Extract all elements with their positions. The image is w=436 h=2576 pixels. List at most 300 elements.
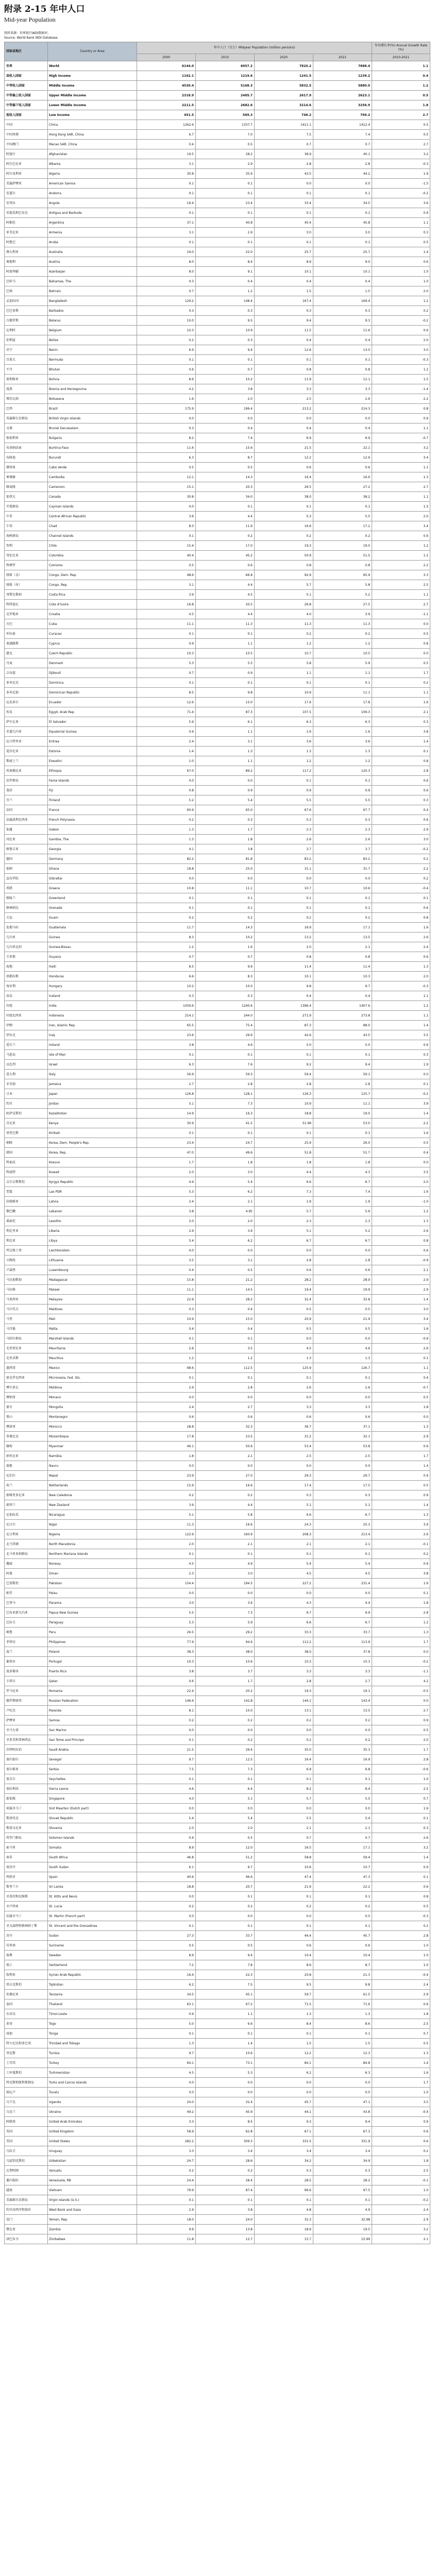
- pop-2021: 0.1: [313, 1050, 372, 1060]
- table-row: [5, 1706, 430, 1716]
- growth-rate: -0.6: [372, 1765, 430, 1774]
- pop-2000: 0.2: [137, 1716, 196, 1725]
- pop-2020: 11.5: [255, 326, 313, 335]
- pop-2021: 0.1: [313, 502, 372, 512]
- pop-2010: 35.9: [196, 169, 255, 179]
- growth-rate: 0.8: [372, 1892, 430, 1902]
- growth-rate: 2.0: [372, 512, 430, 521]
- growth-rate: -0.9: [372, 1334, 430, 1344]
- growth-rate: 2.8: [372, 766, 430, 776]
- growth-rate: 1.6: [372, 2068, 430, 2078]
- pop-2020: 1.2: [255, 756, 313, 766]
- source-note-en: Source: World Bank WDI Database.: [4, 36, 59, 40]
- growth-rate: 1.2: [372, 1207, 430, 1216]
- country-name-cn: 南苏丹: [5, 1862, 48, 1872]
- country-name-en: St. Martin (French part): [48, 1911, 137, 1921]
- country-name-cn: 利比亚: [5, 1236, 48, 1246]
- table-row: [5, 1892, 430, 1902]
- pop-2021: 71.6: [313, 1999, 372, 2009]
- growth-rate: 1.8: [372, 1402, 430, 1412]
- growth-rate: 0.5: [372, 1138, 430, 1148]
- pop-2020: 0.0: [255, 1911, 313, 1921]
- country-name-en: Nauru: [48, 1461, 137, 1471]
- pop-2010: 3.8: [196, 384, 255, 394]
- pop-2020: 44.4: [255, 1931, 313, 1941]
- pop-2010: 40.8: [196, 218, 255, 228]
- growth-rate: 0.1: [372, 747, 430, 756]
- country-name-en: Virgin Islands (U.S.): [48, 2195, 137, 2205]
- table-row: [5, 1471, 430, 1481]
- pop-2021: 331.9: [313, 2137, 372, 2146]
- pop-2000: 18.0: [137, 2215, 196, 2225]
- pop-2021: 2623.1: [313, 91, 372, 100]
- country-name-cn: 苏丹: [5, 1931, 48, 1941]
- pop-2020: 0.2: [255, 531, 313, 541]
- country-name-cn: 乌克兰: [5, 2107, 48, 2117]
- pop-2000: 71.4: [137, 707, 196, 717]
- pop-2010: 3.6: [196, 1598, 255, 1608]
- pop-2020: 10.1: [255, 972, 313, 981]
- pop-2020: 19.3: [255, 541, 313, 551]
- country-name-cn: 巴林: [5, 286, 48, 296]
- country-name-en: Antigua and Barbuda: [48, 208, 137, 218]
- country-name-en: Iceland: [48, 991, 137, 1001]
- pop-2000: 0.4: [137, 140, 196, 149]
- growth-rate: 1.5: [372, 502, 430, 512]
- country-name-cn: 海地: [5, 962, 48, 972]
- table-row: [5, 561, 430, 570]
- pop-2000: 5.3: [137, 1618, 196, 1628]
- country-name-en: Jordan: [48, 1099, 137, 1109]
- growth-rate: 1.0: [372, 2088, 430, 2097]
- growth-rate: 1.2: [372, 1001, 430, 1011]
- country-name-cn: 直布罗陀: [5, 874, 48, 884]
- pop-2010: 25.0: [196, 864, 255, 874]
- growth-rate: 1.1: [372, 590, 430, 600]
- table-row: [5, 903, 430, 913]
- pop-2020: 0.0: [255, 1588, 313, 1598]
- country-name-en: Cuba: [48, 619, 137, 629]
- pop-2020: 3.0: [255, 228, 313, 238]
- growth-rate: 0.1: [372, 1079, 430, 1089]
- pop-2000: 0.1: [137, 1774, 196, 1784]
- pop-2000: 0.7: [137, 286, 196, 296]
- country-name-en: Cambodia: [48, 472, 137, 482]
- country-name-en: Armenia: [48, 228, 137, 238]
- pop-2000: 60.9: [137, 805, 196, 815]
- pop-2000: 8.6: [137, 375, 196, 384]
- pop-2020: 10.6: [255, 1862, 313, 1872]
- country-name-cn: 白俄罗斯: [5, 316, 48, 326]
- country-name-cn: 中等收入国家: [5, 81, 48, 91]
- table-row: [5, 1285, 430, 1295]
- pop-2021: 0.2: [313, 531, 372, 541]
- country-name-en: Liberia: [48, 1226, 137, 1236]
- table-row: [5, 179, 430, 189]
- pop-2021: 0.7: [313, 140, 372, 149]
- pop-2020: 0.4: [255, 991, 313, 1001]
- pop-2000: 8.0: [137, 267, 196, 277]
- pop-2021: 33.7: [313, 1628, 372, 1637]
- table-row: [5, 1814, 430, 1823]
- pop-2021: 0.0: [313, 1334, 372, 1344]
- pop-2000: 0.1: [137, 2195, 196, 2205]
- pop-2000: 67.0: [137, 766, 196, 776]
- country-name-cn: 厄立特里亚: [5, 737, 48, 747]
- growth-rate: -1.1: [372, 609, 430, 619]
- pop-2020: 0.1: [255, 208, 313, 218]
- pop-2021: 1.5: [313, 2039, 372, 2048]
- table-row: [5, 2039, 430, 2048]
- pop-2000: 1162.1: [137, 71, 196, 81]
- growth-rate: 0.6: [372, 903, 430, 913]
- pop-2010: 8.5: [196, 2117, 255, 2127]
- pop-2010: 29.2: [196, 1628, 255, 1637]
- growth-rate: 0.8: [372, 1236, 430, 1246]
- table-row: [5, 698, 430, 707]
- pop-2000: 6.3: [137, 453, 196, 463]
- country-name-en: Guinea-Bissau: [48, 942, 137, 952]
- pop-2010: 0.4: [196, 1304, 255, 1314]
- pop-2021: 8.7: [313, 1960, 372, 1970]
- pop-2000: 6.7: [137, 130, 196, 140]
- growth-rate: 0.6: [372, 257, 430, 267]
- pop-2021: 1.2: [313, 756, 372, 766]
- pop-2020: 0.1: [255, 238, 313, 247]
- pop-2020: 26.8: [255, 600, 313, 609]
- pop-2021: 6.7: [313, 1510, 372, 1520]
- pop-2020: 6.6: [255, 1618, 313, 1628]
- pop-2021: 0.0: [313, 1461, 372, 1471]
- country-name-en: Palau: [48, 1588, 137, 1598]
- table-row: [5, 913, 430, 923]
- growth-rate: 2.6: [372, 1833, 430, 1843]
- pop-2020: 16.5: [255, 1843, 313, 1853]
- pop-2010: 0.3: [196, 306, 255, 316]
- pop-2021: 113.9: [313, 1637, 372, 1647]
- pop-2021: 0.5: [313, 1304, 372, 1314]
- pop-2010: 4.4: [196, 512, 255, 521]
- country-name-cn: 美国: [5, 2137, 48, 2146]
- country-name-en: Bahrain: [48, 286, 137, 296]
- country-name-cn: 卢森堡: [5, 1265, 48, 1275]
- country-name-en: Madagascar: [48, 1275, 137, 1285]
- header-country-cn: 国家或地区: [5, 42, 48, 61]
- pop-2000: 2.6: [137, 1344, 196, 1353]
- pop-2021: 0.0: [313, 1804, 372, 1814]
- growth-rate: -0.3: [372, 981, 430, 991]
- country-name-en: Zambia: [48, 2225, 137, 2234]
- pop-2020: 59.4: [255, 1070, 313, 1079]
- table-row: [5, 1882, 430, 1892]
- country-name-en: Portugal: [48, 1657, 137, 1667]
- country-name-cn: 以色列: [5, 1060, 48, 1070]
- pop-2000: 1.3: [137, 2039, 196, 2048]
- pop-2021: 0.1: [313, 238, 372, 247]
- country-name-cn: 中国香港: [5, 130, 48, 140]
- pop-2020: 227.2: [255, 1579, 313, 1588]
- pop-2021: 10.7: [313, 1862, 372, 1872]
- country-name-cn: 关岛: [5, 913, 48, 923]
- country-name-cn: 吉尔吉斯斯坦: [5, 1177, 48, 1187]
- country-name-cn: 中国: [5, 120, 48, 130]
- pop-2010: 3.1: [196, 737, 255, 747]
- growth-rate: 0.9: [372, 414, 430, 423]
- country-name-cn: 法罗群岛: [5, 776, 48, 786]
- table-row: [5, 1999, 430, 2009]
- growth-rate: 1.3: [372, 1628, 430, 1637]
- pop-2010: 32.3: [196, 1422, 255, 1432]
- pop-2010: 73.1: [196, 2058, 255, 2068]
- growth-rate: 0.6: [372, 2127, 430, 2137]
- pop-2021: 6.7: [313, 1177, 372, 1187]
- pop-2000: 5.9: [137, 717, 196, 727]
- country-name-cn: 多米尼克: [5, 678, 48, 688]
- pop-2010: 0.0: [196, 1725, 255, 1735]
- table-row: [5, 1520, 430, 1530]
- pop-2021: 0.3: [313, 815, 372, 825]
- pop-2020: 28.5: [255, 2176, 313, 2185]
- country-name-cn: 巴拉圭: [5, 1618, 48, 1628]
- pop-2000: 6.3: [137, 1060, 196, 1070]
- pop-2010: 194.5: [196, 1579, 255, 1588]
- country-name-cn: 瑞典: [5, 1951, 48, 1960]
- pop-2021: 7.4: [313, 1187, 372, 1197]
- pop-2000: 451.5: [137, 110, 196, 120]
- pop-2010: 16.3: [196, 1109, 255, 1118]
- country-name-cn: 比利时: [5, 326, 48, 335]
- pop-2021: 6.7: [313, 1236, 372, 1246]
- pop-2010: 9.8: [196, 688, 255, 698]
- pop-2000: 2.0: [137, 1216, 196, 1226]
- country-name-en: Italy: [48, 1070, 137, 1079]
- country-name-en: Czech Republic: [48, 649, 137, 658]
- pop-2020: 9.3: [255, 2117, 313, 2127]
- table-row: [5, 2058, 430, 2068]
- pop-2020: 16.4: [255, 1755, 313, 1765]
- pop-2021: 31.7: [313, 864, 372, 874]
- pop-2021: 19.5: [313, 541, 372, 551]
- pop-2020: 213.2: [255, 404, 313, 414]
- pop-2020: 0.1: [255, 1549, 313, 1559]
- country-name-en: American Samoa: [48, 179, 137, 189]
- table-row: [5, 590, 430, 600]
- country-name-en: Lao PDR: [48, 1187, 137, 1197]
- country-name-cn: 沙特阿拉伯: [5, 1745, 48, 1755]
- growth-rate: 1.2: [372, 1618, 430, 1628]
- pop-2000: 129.2: [137, 296, 196, 306]
- pop-2010: 0.0: [196, 414, 255, 423]
- pop-2020: 11.4: [255, 962, 313, 972]
- pop-2000: 0.1: [137, 208, 196, 218]
- country-name-cn: 也门: [5, 2215, 48, 2225]
- growth-rate: 1.3: [372, 1422, 430, 1432]
- country-name-cn: 世界: [5, 61, 48, 71]
- growth-rate: 1.1: [372, 423, 430, 433]
- country-name-en: Canada: [48, 492, 137, 502]
- pop-2010: 10.6: [196, 1657, 255, 1667]
- growth-rate: 0.6: [372, 815, 430, 825]
- table-row: [5, 130, 430, 140]
- pop-2000: 0.6: [137, 1412, 196, 1422]
- pop-2000: 77.9: [137, 1637, 196, 1647]
- pop-2020: 4.3: [255, 1598, 313, 1608]
- pop-2020: 0.1: [255, 1774, 313, 1784]
- table-row: [5, 365, 430, 375]
- growth-rate: 0.5: [372, 130, 430, 140]
- pop-2000: 19.0: [137, 247, 196, 257]
- country-name-en: Namibia: [48, 1451, 137, 1461]
- growth-rate: 2.6: [372, 1344, 430, 1353]
- pop-2020: 32.3: [255, 2215, 313, 2225]
- pop-2021: 34.5: [313, 198, 372, 208]
- country-name-en: Sudan: [48, 1931, 137, 1941]
- growth-rate: 1.4: [372, 1109, 430, 1118]
- pop-2000: 3.9: [137, 1500, 196, 1510]
- pop-2021: 5.2: [313, 590, 372, 600]
- pop-2010: 5.4: [196, 1814, 255, 1823]
- table-row: [5, 1128, 430, 1138]
- country-name-en: Equatorial Guinea: [48, 727, 137, 737]
- country-name-cn: 特立尼达和多巴哥: [5, 2039, 48, 2048]
- pop-2000: 0.1: [137, 678, 196, 688]
- country-name-cn: 文莱: [5, 423, 48, 433]
- country-name-en: Middle Income: [48, 81, 137, 91]
- pop-2000: 0.1: [137, 1050, 196, 1060]
- table-row: [5, 335, 430, 345]
- growth-rate: 0.5: [372, 1393, 430, 1402]
- growth-rate: 0.5: [372, 120, 430, 130]
- growth-rate: 0.0: [372, 1696, 430, 1706]
- growth-rate: 2.6: [372, 1226, 430, 1236]
- pop-2010: 28.2: [196, 1295, 255, 1304]
- pop-2020: 2.8: [255, 1079, 313, 1089]
- pop-2000: 15.1: [137, 482, 196, 492]
- pop-2021: 43.5: [313, 1030, 372, 1040]
- pop-2021: 0.3: [313, 306, 372, 316]
- pop-2020: 5.7: [255, 1794, 313, 1804]
- pop-2020: 25.7: [255, 247, 313, 257]
- pop-2000: 5.3: [137, 1187, 196, 1197]
- country-name-en: Poland: [48, 1647, 137, 1657]
- country-name-en: Iran, Islamic Rep.: [48, 1021, 137, 1030]
- table-row: [5, 1588, 430, 1598]
- country-name-en: Burundi: [48, 453, 137, 463]
- pop-2010: 5.1: [196, 1794, 255, 1804]
- table-row: [5, 423, 430, 433]
- country-name-en: Kuwait: [48, 1167, 137, 1177]
- pop-2010: 0.0: [196, 1461, 255, 1471]
- country-name-en: Oman: [48, 1569, 137, 1579]
- table-row: [5, 257, 430, 267]
- country-name-en: Eswatini: [48, 756, 137, 766]
- pop-2020: 0.0: [255, 1334, 313, 1344]
- pop-2021: 1.6: [313, 727, 372, 737]
- country-name-cn: 莱索托: [5, 1216, 48, 1226]
- country-name-cn: 马里: [5, 1314, 48, 1324]
- pop-2000: 24.4: [137, 2176, 196, 2185]
- country-name-cn: 埃及: [5, 707, 48, 717]
- country-name-cn: 圣文森特和格林纳丁斯: [5, 1921, 48, 1931]
- pop-2010: 0.9: [196, 786, 255, 795]
- country-name-cn: 海峡群岛: [5, 531, 48, 541]
- pop-2020: 0.0: [255, 874, 313, 884]
- country-name-en: Isle of Man: [48, 1050, 137, 1060]
- growth-rate: 0.0: [372, 619, 430, 629]
- table-row: [5, 2166, 430, 2176]
- pop-2021: 32.8: [313, 1295, 372, 1304]
- pop-2010: 1337.7: [196, 120, 255, 130]
- pop-2010: 0.1: [196, 678, 255, 688]
- pop-2010: 1.1: [196, 727, 255, 737]
- pop-2021: 0.4: [313, 991, 372, 1001]
- country-name-cn: 突尼斯: [5, 2048, 48, 2058]
- growth-rate: 3.8: [372, 1569, 430, 1579]
- table-row: [5, 1001, 430, 1011]
- pop-2010: 0.2: [196, 913, 255, 923]
- country-name-en: Eritrea: [48, 737, 137, 747]
- country-name-en: Latvia: [48, 1197, 137, 1207]
- country-name-cn: 美属萨摩亚: [5, 179, 48, 189]
- country-name-cn: 秘鲁: [5, 1628, 48, 1637]
- country-name-en: West Bank and Gaza: [48, 2205, 137, 2215]
- growth-rate: 0.6: [372, 1882, 430, 1892]
- country-name-cn: 佛得角: [5, 463, 48, 472]
- country-name-en: Honduras: [48, 972, 137, 981]
- country-name-cn: 约旦河西岸和加沙: [5, 2205, 48, 2215]
- pop-2010: 0.6: [196, 1412, 255, 1422]
- country-name-en: Trinidad and Tobago: [48, 2039, 137, 2048]
- table-row: [5, 394, 430, 404]
- pop-2020: 2.6: [255, 1383, 313, 1393]
- country-name-en: Bhutan: [48, 365, 137, 375]
- country-name-cn: 约旦: [5, 1099, 48, 1109]
- growth-rate: -0.2: [372, 316, 430, 326]
- pop-2020: 271.9: [255, 1011, 313, 1021]
- growth-rate: 0.2: [372, 874, 430, 884]
- pop-2000: 0.1: [137, 903, 196, 913]
- pop-2010: 9.4: [196, 345, 255, 355]
- pop-2000: 15.4: [137, 541, 196, 551]
- country-name-en: Mauritius: [48, 1353, 137, 1363]
- pop-2021: 0.1: [313, 1373, 372, 1383]
- country-name-en: El Salvador: [48, 717, 137, 727]
- country-name-cn: 法国: [5, 805, 48, 815]
- pop-2000: 30.9: [137, 1118, 196, 1128]
- table-row: [5, 1246, 430, 1256]
- country-name-en: Tajikistan: [48, 1980, 137, 1990]
- pop-2010: 46.6: [196, 1872, 255, 1882]
- growth-rate: 2.7: [372, 1706, 430, 1716]
- header-rate-period: 2010-2021: [372, 54, 430, 61]
- country-name-en: Bangladesh: [48, 296, 137, 306]
- table-row: [5, 1618, 430, 1628]
- pop-2021: 53.8: [313, 1442, 372, 1451]
- country-name-en: Angola: [48, 198, 137, 208]
- table-row: [5, 1696, 430, 1706]
- country-name-en: Kiribati: [48, 1128, 137, 1138]
- country-name-en: Russian Federation: [48, 1696, 137, 1706]
- growth-rate: 1.4: [372, 1021, 430, 1030]
- country-name-en: Dominican Republic: [48, 688, 137, 698]
- pop-2021: 22.2: [313, 1882, 372, 1892]
- pop-2020: 33.3: [255, 1628, 313, 1637]
- pop-2000: 0.1: [137, 189, 196, 198]
- country-name-cn: 冈比亚: [5, 835, 48, 844]
- pop-2010: 33.7: [196, 1931, 255, 1941]
- pop-2010: 22.0: [196, 247, 255, 257]
- country-name-en: Tunisia: [48, 2048, 137, 2058]
